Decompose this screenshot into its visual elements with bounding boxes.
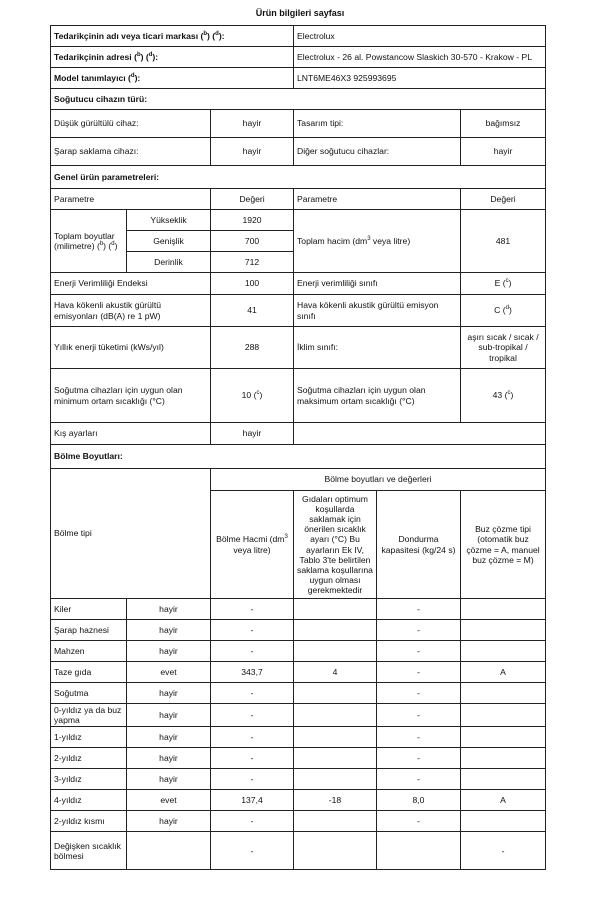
freeze-header: Dondurma kapasitesi (kg/24 s) [377,491,461,599]
general-heading-row [51,166,546,189]
design-label: Tasarım tipi: [294,110,461,138]
climate-label: İklim sınıfı: [294,327,461,369]
noise-class-label: Hava kökenli akustik gürültü emisyon sınıfı [294,295,461,327]
compartment-row [51,769,546,790]
compartment-temp [294,683,377,704]
compartment-name: 0-yıldız ya da buz yapma [51,704,127,727]
compartment-volume: - [211,641,294,662]
compartment-present: hayir [127,641,211,662]
compartment-freeze: - [377,704,461,727]
compartment-present: hayir [127,727,211,748]
compartment-freeze: - [377,683,461,704]
other-label: Diğer soğutucu cihazlar: [294,138,461,166]
compartment-present: hayir [127,811,211,832]
eclass-label: Enerji verimliliği sınıfı [294,273,461,295]
dims-label: Toplam boyutlar (milimetre) ($^b$) ($^d$) [51,210,127,273]
compartment-name: Kiler [51,599,127,620]
compartment-row [51,748,546,769]
supplier-address-label: Tedarikçinin adresi ($^b$) ($^d$): [51,47,294,68]
compartment-volume: 137,4 [211,790,294,811]
compartment-freeze [377,832,461,870]
dims-row-height [51,210,546,231]
compartment-defrost [461,599,546,620]
wine-label: Şarap saklama cihazı: [51,138,211,166]
compartment-temp [294,641,377,662]
compartment-freeze: - [377,769,461,790]
eei-label: Enerji Verimliliği Endeksi [51,273,211,295]
compartment-name: 2-yıldız kısmı [51,811,127,832]
value-header-left: Değeri [211,189,294,210]
compartment-defrost [461,704,546,727]
depth-value: 712 [211,252,294,273]
compartment-present [127,832,211,870]
compartment-row [51,662,546,683]
compartment-freeze: - [377,620,461,641]
compartment-defrost: A [461,790,546,811]
compartment-volume: - [211,620,294,641]
page-title: Ürün bilgileri sayfası [255,8,345,18]
supplier-name-row [51,26,546,47]
noise-value: 41 [211,295,294,327]
compartment-temp [294,832,377,870]
noise-row [51,295,546,327]
max-temp-value: 43 ($^c$) [461,369,546,423]
winter-value: hayir [211,423,294,445]
compartment-present: evet [127,662,211,683]
volume-label: Toplam hacim ($dm^3$ veya litre) [294,210,461,273]
compartment-freeze: - [377,599,461,620]
compartment-present: hayir [127,683,211,704]
compartment-freeze: - [377,748,461,769]
height-label: Yükseklik [127,210,211,231]
supplier-address-value: Electrolux - 26 al. Powstancow Slaskich 30-570 - Krakow - PL [294,47,546,68]
winter-label: Kış ayarları [51,423,211,445]
winter-empty [294,423,546,445]
eei-value: 100 [211,273,294,295]
compartment-temp [294,748,377,769]
compartment-temp [294,727,377,748]
model-value: LNT6ME46X3 925993695 [294,68,546,89]
low-noise-row [51,110,546,138]
compartment-freeze: - [377,662,461,683]
compartments-heading-row [51,445,546,469]
compartment-temp: 4 [294,662,377,683]
min-temp-value: 10 ($^c$) [211,369,294,423]
wine-row [51,138,546,166]
compartment-name: Şarap haznesi [51,620,127,641]
temp-header: Gıdaları optimum koşullarda saklamak için önerilen sıcaklık ayarı (°C) Bu ayarların Ek IV, Tablo 3'te belirtilen saklama koşullarına uygun olması gerekmektedir [294,491,377,599]
compartment-present: hayir [127,599,211,620]
type-heading-row [51,89,546,110]
energy-row [51,273,546,295]
compartment-volume: - [211,599,294,620]
compartment-defrost: - [461,832,546,870]
compartment-row [51,641,546,662]
climate-value: aşırı sıcak / sıcak / sub-tropikal / tropikal [461,327,546,369]
compartment-row [51,727,546,748]
compartment-row [51,832,546,870]
height-value: 1920 [211,210,294,231]
compartment-freeze: 8,0 [377,790,461,811]
compartment-temp [294,620,377,641]
compartment-row [51,599,546,620]
param-header-right: Parametre [294,189,461,210]
supplier-address-row [51,47,546,68]
annual-label: Yıllık enerji tüketimi (kWs/yıl) [51,327,211,369]
min-temp-label: Soğutma cihazları için uygun olan minimum ortam sıcaklığı (°C) [51,369,211,423]
general-header-row [51,189,546,210]
compartment-defrost [461,641,546,662]
compartment-present: hayir [127,704,211,727]
volume-value: 481 [461,210,546,273]
type-heading: Soğutucu cihazın türü: [51,89,546,110]
compartment-name: Değişken sıcaklık bölmesi [51,832,127,870]
max-temp-label: Soğutma cihazları için uygun olan maksimum ortam sıcaklığı (°C) [294,369,461,423]
low-noise-label: Düşük gürültülü cihaz: [51,110,211,138]
compartment-defrost [461,683,546,704]
compartment-rows [51,599,546,870]
noise-label: Hava kökenli akustik gürültü emisyonları (dB(A) re 1 pW) [51,295,211,327]
compartment-present: hayir [127,769,211,790]
compartment-name: 2-yıldız [51,748,127,769]
compartments-heading: Bölme Boyutları: [51,445,546,469]
width-value: 700 [211,231,294,252]
compartment-name: 3-yıldız [51,769,127,790]
compartment-volume: - [211,832,294,870]
compartment-present: evet [127,790,211,811]
compartment-defrost [461,769,546,790]
temp-row [51,369,546,423]
compartment-defrost [461,620,546,641]
volume-header: Bölme Hacmi ($dm^3$ veya litre) [211,491,294,599]
other-value: hayir [461,138,546,166]
model-row [51,68,546,89]
compartment-temp: -18 [294,790,377,811]
compartment-present: hayir [127,748,211,769]
supplier-name-value: Electrolux [294,26,546,47]
compartment-row [51,811,546,832]
compartment-row [51,620,546,641]
width-label: Genişlik [127,231,211,252]
compartment-volume: - [211,704,294,727]
low-noise-value: hayir [211,110,294,138]
compartment-defrost [461,811,546,832]
product-info-table [50,25,546,870]
compartment-name: Taze gıda [51,662,127,683]
compartment-temp [294,769,377,790]
compartment-row [51,790,546,811]
compartment-freeze: - [377,641,461,662]
param-header-left: Parametre [51,189,211,210]
type-header: Bölme tipi [51,469,211,599]
group-header: Bölme boyutları ve değerleri [211,469,546,491]
design-value: bağımsız [461,110,546,138]
compartments-group-row [51,469,546,491]
compartment-volume: - [211,683,294,704]
compartment-volume: - [211,811,294,832]
compartment-defrost [461,748,546,769]
compartment-row [51,683,546,704]
supplier-name-label: Tedarikçinin adı veya ticari markası ($^b$) ($^d$): [51,26,294,47]
compartment-defrost: A [461,662,546,683]
compartment-name: 4-yıldız [51,790,127,811]
compartment-name: 1-yıldız [51,727,127,748]
compartment-row [51,704,546,727]
compartment-freeze: - [377,811,461,832]
compartment-volume: - [211,727,294,748]
compartment-temp [294,811,377,832]
eclass-value: E ($^c$) [461,273,546,295]
annual-value: 288 [211,327,294,369]
depth-label: Derinlik [127,252,211,273]
winter-row [51,423,546,445]
model-label: Model tanımlayıcı ($^d$): [51,68,294,89]
compartment-freeze: - [377,727,461,748]
general-heading: Genel ürün parametreleri: [51,166,546,189]
defrost-header: Buz çözme tipi (otomatik buz çözme = A, manuel buz çözme = M) [461,491,546,599]
compartment-volume: 343,7 [211,662,294,683]
compartment-volume: - [211,748,294,769]
wine-value: hayir [211,138,294,166]
compartment-temp [294,599,377,620]
compartment-volume: - [211,769,294,790]
value-header-right: Değeri [461,189,546,210]
annual-row [51,327,546,369]
noise-class-value: C ($^d$) [461,295,546,327]
compartment-name: Mahzen [51,641,127,662]
compartment-present: hayir [127,620,211,641]
compartment-defrost [461,727,546,748]
compartment-name: Soğutma [51,683,127,704]
compartment-temp [294,704,377,727]
